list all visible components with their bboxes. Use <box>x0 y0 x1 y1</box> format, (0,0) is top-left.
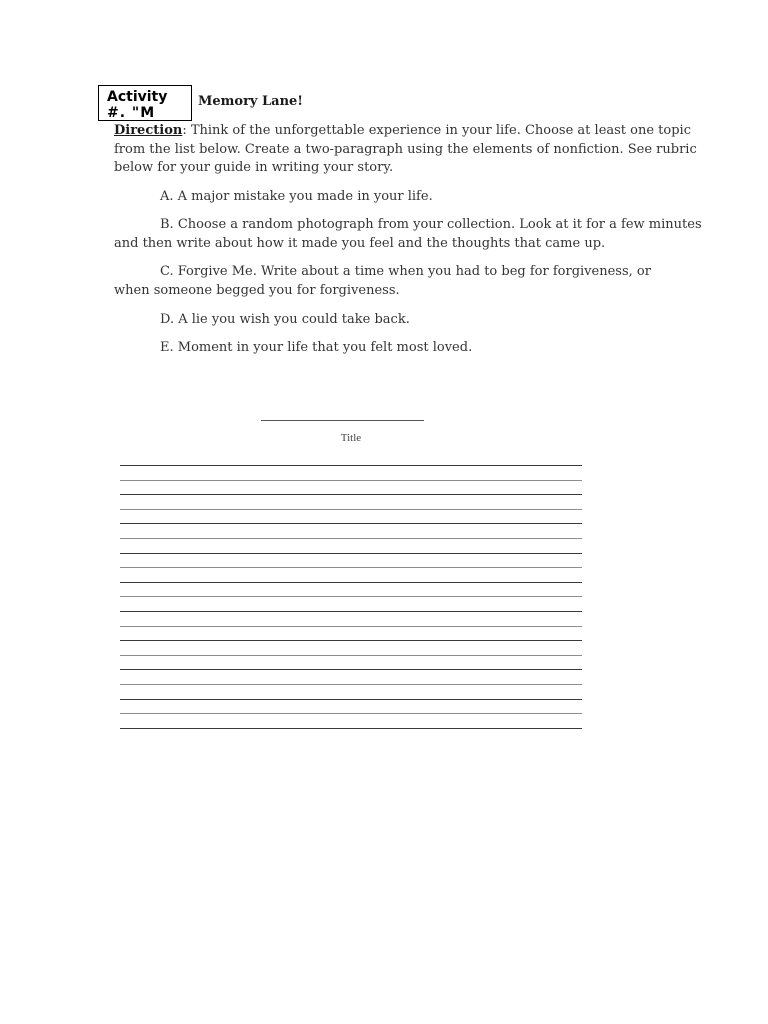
topic-e <box>114 339 714 358</box>
writing-line[interactable] <box>120 728 582 729</box>
direction-paragraph <box>114 122 714 178</box>
writing-line[interactable] <box>120 713 582 714</box>
writing-line[interactable] <box>120 523 582 524</box>
writing-line[interactable] <box>120 596 582 597</box>
writing-line[interactable] <box>120 684 582 685</box>
topic-b-text: B. Choose a random photograph from your collection. Look at it for a few minutes and then write about how it made you feel and the thoughts that came up. <box>114 217 702 251</box>
writing-area[interactable] <box>120 465 582 742</box>
writing-line[interactable] <box>120 640 582 641</box>
writing-line[interactable] <box>120 494 582 495</box>
writing-line[interactable] <box>120 567 582 568</box>
writing-line[interactable] <box>120 538 582 539</box>
writing-line[interactable] <box>120 699 582 700</box>
topic-c <box>114 263 674 300</box>
title-label: Title <box>340 432 362 444</box>
writing-line[interactable] <box>120 669 582 670</box>
writing-line[interactable] <box>120 509 582 510</box>
activity-label-box <box>98 85 192 121</box>
topic-c-text: C. Forgive Me. Write about a time when you had to beg for forgiveness, or when someone begged you for forgiveness. <box>114 264 651 298</box>
writing-line[interactable] <box>120 626 582 627</box>
activity-label-cut: #. "M <box>107 105 156 121</box>
writing-line[interactable] <box>120 655 582 656</box>
topic-b <box>114 216 714 253</box>
topic-e-text: E. Moment in your life that you felt most loved. <box>160 340 473 355</box>
writing-line[interactable] <box>120 611 582 612</box>
direction-text: : Think of the unforgettable experience in your life. Choose at least one topic from the list below. Create a two-paragraph using the elements of nonfiction. See rubric below for your guide in writing your story. <box>114 123 697 175</box>
activity-label: Activity <box>107 89 168 105</box>
writing-line[interactable] <box>120 553 582 554</box>
topic-a <box>114 188 714 207</box>
title-blank-line[interactable] <box>261 420 424 421</box>
activity-title: Memory Lane! <box>198 94 304 109</box>
topic-d <box>114 311 714 330</box>
direction-label: Direction <box>114 123 183 138</box>
topic-a-text: A. A major mistake you made in your life. <box>160 189 433 204</box>
topic-d-text: D. A lie you wish you could take back. <box>160 312 410 327</box>
writing-line[interactable] <box>120 465 582 466</box>
writing-line[interactable] <box>120 480 582 481</box>
writing-line[interactable] <box>120 582 582 583</box>
